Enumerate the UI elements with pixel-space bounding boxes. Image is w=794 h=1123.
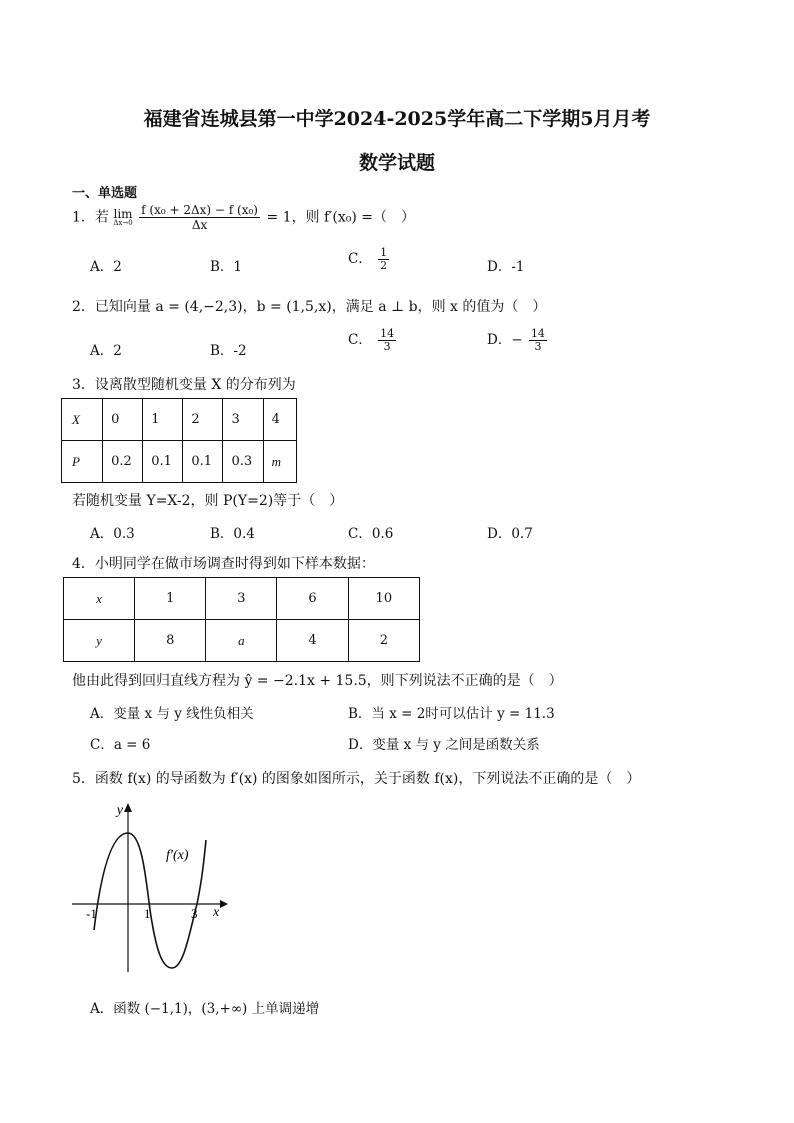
q3-distribution-table bbox=[61, 398, 297, 483]
tick-label-3: 3 bbox=[191, 906, 198, 921]
q1-option-c-label: C． bbox=[348, 251, 372, 267]
table-row bbox=[64, 620, 420, 662]
question-2: 2．已知向量 a = (4,−2,3)，b = (1,5,x)，满足 a ⊥ b，则 x 的值为（ ） bbox=[72, 299, 547, 315]
table-cell: 2 bbox=[183, 399, 223, 441]
question-3: 3．设离散型随机变量 X 的分布列为 bbox=[72, 377, 296, 393]
q1-option-c-num: 1 bbox=[380, 246, 388, 259]
q2-option-c-den: 3 bbox=[383, 340, 391, 353]
q2-option-a[interactable]: A．2 bbox=[90, 343, 122, 359]
table-cell: 3 bbox=[206, 578, 277, 620]
q2-option-c[interactable] bbox=[348, 328, 398, 353]
table-cell: a bbox=[238, 632, 245, 648]
q2-option-d-num: 14 bbox=[530, 327, 545, 340]
x-axis-label: x bbox=[213, 905, 220, 920]
table-cell: 0.1 bbox=[183, 441, 223, 483]
question-4: 4．小明同学在做市场调查时得到如下样本数据： bbox=[72, 556, 375, 572]
q1-limit bbox=[113, 206, 133, 227]
table-cell: 0.3 bbox=[223, 441, 263, 483]
table-cell: y bbox=[96, 632, 102, 648]
q3-option-b[interactable]: B．0.4 bbox=[210, 526, 255, 542]
q2-option-d-label: D．− bbox=[487, 332, 523, 348]
q1-numerator: f (x₀ + 2Δx) − f (x₀) bbox=[141, 203, 258, 217]
table-cell: 3 bbox=[223, 399, 263, 441]
q2-option-c-num: 14 bbox=[380, 327, 395, 340]
q1-option-c-den: 2 bbox=[380, 259, 388, 272]
q2-option-d[interactable] bbox=[487, 328, 549, 353]
table-cell: 0 bbox=[103, 399, 143, 441]
q1-tail: = 1，则 f′(x₀) =（ ） bbox=[266, 209, 415, 226]
q4-option-a[interactable]: A．变量 x 与 y 线性负相关 bbox=[90, 706, 254, 722]
tick-label-1: 1 bbox=[144, 906, 151, 921]
table-cell: 4 bbox=[277, 620, 348, 662]
table-cell: 2 bbox=[348, 620, 419, 662]
q3-option-a[interactable]: A．0.3 bbox=[90, 526, 135, 542]
q1-lim-word: lim bbox=[113, 206, 133, 221]
table-cell: x bbox=[96, 590, 102, 606]
table-cell: 4 bbox=[263, 399, 296, 441]
q1-option-d[interactable]: D．-1 bbox=[487, 259, 525, 275]
q5-option-a[interactable]: A．函数 (−1,1)，(3,+∞) 上单调递增 bbox=[90, 1001, 320, 1017]
question-5: 5．函数 f(x) 的导函数为 f′(x) 的图象如图所示，关于函数 f(x)，下列说法不正确的是（ ） bbox=[72, 771, 641, 787]
q3-option-d[interactable]: D．0.7 bbox=[487, 526, 533, 542]
q1-number: 1．若 bbox=[72, 209, 109, 226]
q1-option-b[interactable]: B．1 bbox=[210, 259, 243, 275]
table-row bbox=[64, 578, 420, 620]
table-cell: 1 bbox=[135, 578, 206, 620]
table-cell: 8 bbox=[135, 620, 206, 662]
question-1 bbox=[72, 203, 415, 232]
derivative-graph bbox=[70, 800, 230, 980]
table-cell: 1 bbox=[143, 399, 183, 441]
q4-option-d[interactable]: D．变量 x 与 y 之间是函数关系 bbox=[348, 737, 540, 753]
table-cell: 0.1 bbox=[143, 441, 183, 483]
q3-followup: 若随机变量 Y=X-2，则 P(Y=2)等于（ ） bbox=[72, 493, 344, 509]
curve-label: f′(x) bbox=[166, 848, 189, 863]
q2-option-d-frac bbox=[529, 328, 547, 353]
table-cell: 0.2 bbox=[103, 441, 143, 483]
q4-followup: 他由此得到回归直线方程为 ŷ = −2.1x + 15.5，则下列说法不正确的是（ ） bbox=[72, 673, 563, 689]
y-axis-label: y bbox=[116, 803, 123, 818]
table-cell: X bbox=[72, 411, 80, 427]
q2-option-b[interactable]: B．-2 bbox=[210, 343, 247, 359]
q1-lim-sub: Δx→0 bbox=[113, 218, 133, 227]
table-cell: 6 bbox=[277, 578, 348, 620]
table-row bbox=[62, 441, 297, 483]
exam-title: 福建省连城县第一中学2024-2025学年高二下学期5月月考 bbox=[143, 108, 651, 130]
q4-option-c[interactable]: C．a = 6 bbox=[90, 737, 151, 753]
table-row bbox=[62, 399, 297, 441]
q4-option-b[interactable]: B．当 x = 2时可以估计 y = 11.3 bbox=[348, 706, 555, 722]
q2-option-c-frac bbox=[378, 328, 396, 353]
q1-fraction bbox=[139, 203, 260, 232]
q4-sample-table bbox=[63, 577, 420, 662]
y-axis-arrow-icon bbox=[124, 803, 132, 812]
table-cell: m bbox=[271, 453, 282, 469]
q2-option-d-den: 3 bbox=[534, 340, 542, 353]
q1-denominator: Δx bbox=[191, 218, 208, 232]
q1-option-c-frac bbox=[378, 247, 389, 272]
q1-option-c[interactable] bbox=[348, 247, 391, 272]
section-heading: 一、单选题 bbox=[72, 186, 138, 201]
q2-option-c-label: C． bbox=[348, 332, 372, 348]
q3-option-c[interactable]: C．0.6 bbox=[348, 526, 394, 542]
x-axis-arrow-icon bbox=[220, 900, 228, 908]
derivative-curve bbox=[94, 833, 206, 968]
table-cell: 10 bbox=[348, 578, 419, 620]
tick-label-neg1: -1 bbox=[86, 906, 97, 921]
table-cell: P bbox=[72, 453, 80, 469]
q1-option-a[interactable]: A．2 bbox=[90, 259, 122, 275]
exam-subtitle: 数学试题 bbox=[358, 152, 435, 174]
